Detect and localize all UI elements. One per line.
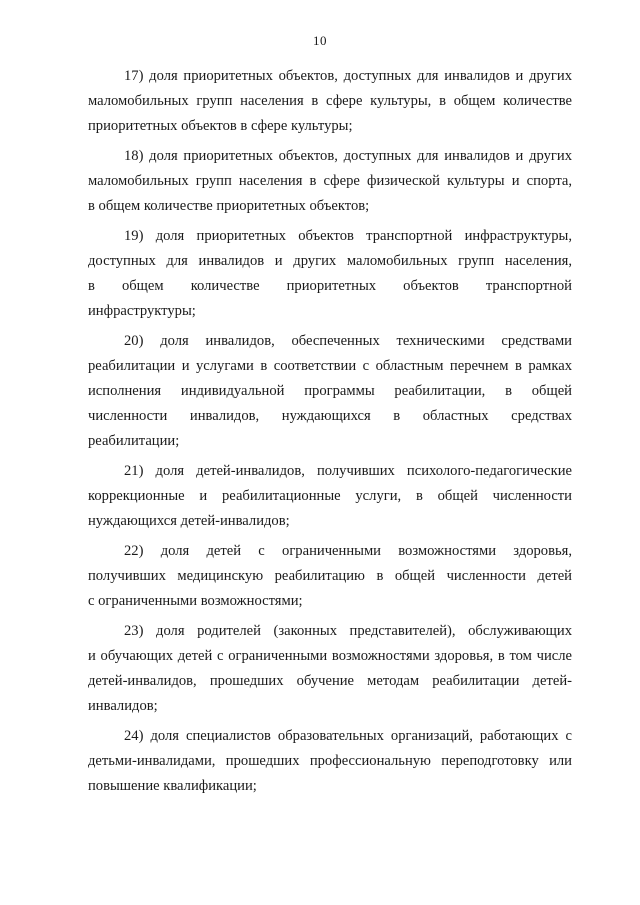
list-item-24 — [88, 724, 572, 799]
text-line: в общем количестве приоритетных объектов транспортной — [88, 278, 572, 294]
text-line: нуждающихся детей-инвалидов; — [88, 513, 290, 529]
text-line: с ограниченными возможностями; — [88, 593, 303, 609]
text-line: 20) доля инвалидов, обеспеченных техническими средствами — [124, 333, 572, 349]
text-line: реабилитации и услугами в соответствии с областным перечнем в рамках — [88, 358, 572, 374]
text-line: приоритетных объектов в сфере культуры; — [88, 118, 353, 134]
list-item-21 — [88, 459, 572, 534]
text-line: 21) доля детей-инвалидов, получивших психолого-педагогические — [124, 463, 572, 479]
text-line: инвалидов; — [88, 698, 158, 714]
text-line: детей-инвалидов, прошедших обучение методам реабилитации детей- — [88, 673, 572, 689]
text-line: получивших медицинскую реабилитацию в общей численности детей — [88, 568, 572, 584]
text-line: 18) доля приоритетных объектов, доступных для инвалидов и других — [124, 148, 572, 164]
text-line: коррекционные и реабилитационные услуги, в общей численности — [88, 488, 572, 504]
text-line: детьми-инвалидами, прошедших профессиональную переподготовку или — [88, 753, 572, 769]
list-item-18 — [88, 144, 572, 219]
text-line: исполнения индивидуальной программы реабилитации, в общей — [88, 383, 572, 399]
text-line: 23) доля родителей (законных представителей), обслуживающих — [124, 623, 572, 639]
text-line: и обучающих детей с ограниченными возможностями здоровья, в том числе — [88, 648, 572, 664]
text-line: численности инвалидов, нуждающихся в областных средствах — [88, 408, 572, 424]
text-line: маломобильных групп населения в сфере культуры, в общем количестве — [88, 93, 572, 109]
page-number: 10 — [313, 33, 327, 48]
list-item-17 — [88, 64, 572, 139]
text-line: маломобильных групп населения в сфере физической культуры и спорта, — [88, 173, 572, 189]
text-line: 19) доля приоритетных объектов транспортной инфраструктуры, — [124, 228, 572, 244]
text-line: инфраструктуры; — [88, 303, 196, 319]
text-line: доступных для инвалидов и других маломобильных групп населения, — [88, 253, 572, 269]
text-line: повышение квалификации; — [88, 778, 257, 794]
text-line: реабилитации; — [88, 433, 180, 449]
text-line: в общем количестве приоритетных объектов; — [88, 198, 370, 214]
text-line: 22) доля детей с ограниченными возможностями здоровья, — [124, 543, 572, 559]
list-item-19 — [88, 224, 572, 324]
list-item-20 — [88, 329, 572, 454]
text-line: 24) доля специалистов образовательных организаций, работающих с — [124, 728, 572, 744]
body-text — [88, 64, 572, 804]
list-item-23 — [88, 619, 572, 719]
list-item-22 — [88, 539, 572, 614]
text-line: 17) доля приоритетных объектов, доступных для инвалидов и других — [124, 68, 572, 84]
